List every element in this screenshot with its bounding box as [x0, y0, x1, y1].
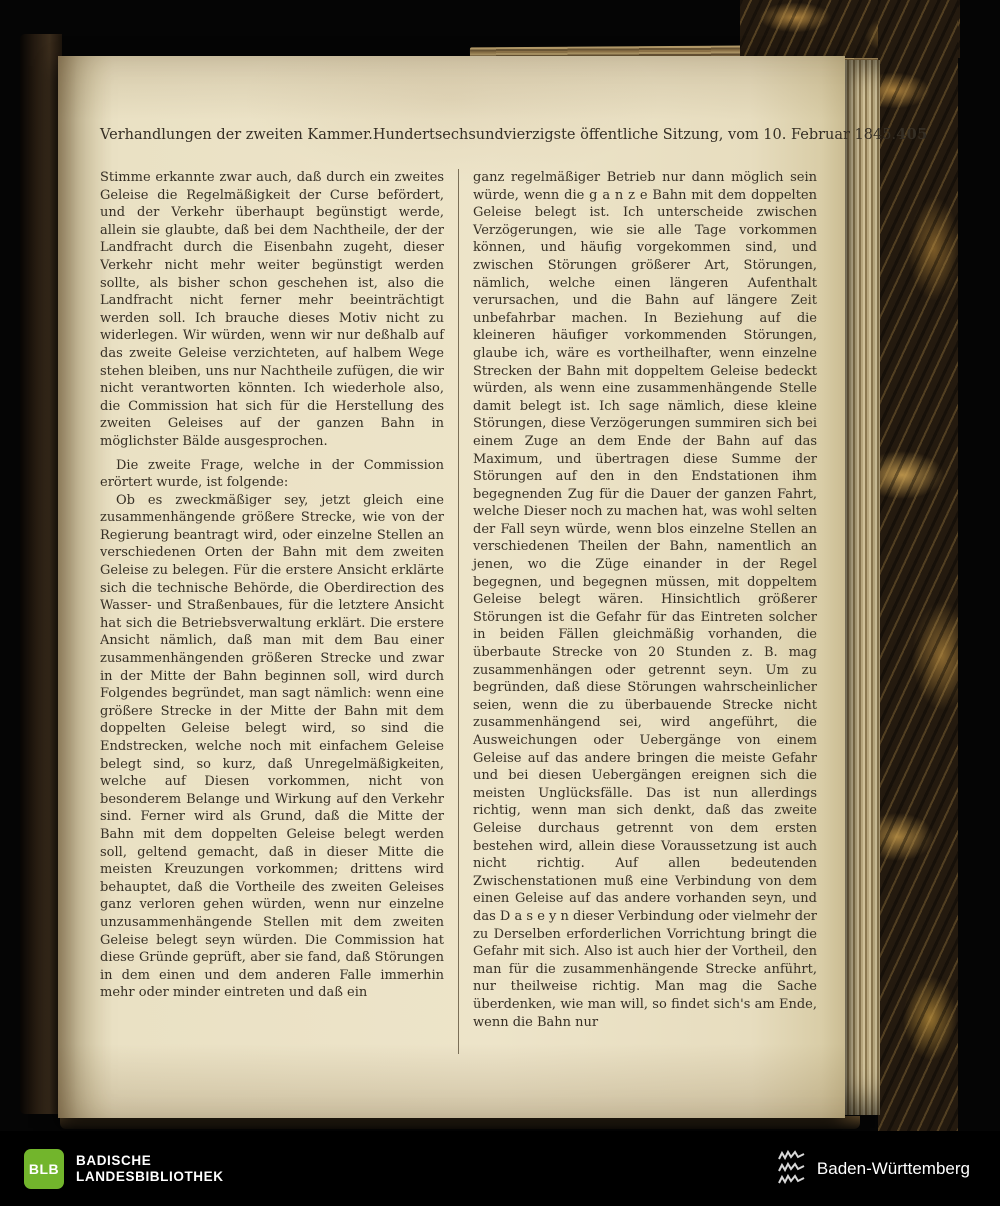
baden-wuerttemberg-antlers-icon	[777, 1149, 807, 1189]
paragraph: Die zweite Frage, welche in der Commission erörtert wurde, ist folgende:	[100, 457, 444, 491]
library-name-line2: LANDESBIBLIOTHEK	[76, 1168, 224, 1184]
library-name	[76, 1153, 224, 1185]
text-columns	[100, 169, 817, 1054]
state-label: Baden-Württemberg	[816, 1158, 970, 1178]
right-page-edges	[845, 60, 880, 1115]
page-number: 405	[896, 126, 928, 143]
page-header	[100, 126, 928, 143]
library-brand	[24, 1149, 224, 1189]
state-brand	[777, 1149, 970, 1189]
blb-logo: BLB	[24, 1149, 64, 1189]
right-column	[473, 169, 817, 1054]
book-page	[58, 56, 928, 1118]
column-divider	[458, 169, 459, 1054]
header-chamber-text: Verhandlungen der zweiten Kammer.	[100, 127, 373, 143]
book-spine-edge	[20, 34, 62, 1114]
paragraph: Ob es zweckmäßiger sey, jetzt gleich eine zusammenhängende größere Strecke, wie von der Regierung beantragt wird, oder einzelne Stellen an verschiedenen Orten der Bahn mit dem zweiten Geleise zu belegen. Für die erstere Ansicht erklärte sich die technische Behörde, die Oberdirection des Wasser- und Straßenbaues, für die letztere Ansicht hat sich die Betriebsverwaltung erklärt. Die erstere Ansicht nämlich, daß man mit dem Bau einer zusammenhängenden größeren Strecke und zwar in der Mitte der Bahn beginnen soll, wird durch Folgendes begründet, man sagt nämlich: wenn eine größere Strecke in der Mitte der Bahn mit dem doppelten Geleise belegt wird, so sind die Endstrecken, welche noch mit einfachem Geleise belegt sind, so kurz, daß Unregelmäßigkeiten, welche auf Diesen vorkommen, nicht von besonderem Belange und Wirkung auf den Verkehr sind. Ferner wird als Grund, daß die Mitte der Bahn mit dem doppelten Geleise belegt werden soll, geltend gemacht, daß in dieser Mitte die meisten Kreuzungen vorkommen; drittens wird behauptet, daß die Vortheile des zweiten Geleises ganz verloren gehen würden, wenn nur einzelne unzusammenhängende Stellen mit dem zweiten Geleise belegt seyn würden. Die Commission hat diese Gründe geprüft, aber sie fand, daß Störungen in dem einen und dem anderen Falle immerhin mehr oder minder eintreten und daß ein	[100, 492, 444, 1001]
header-session-text: Hundertsechsundvierzigste öffentliche Sitzung, vom 10. Februar 1845.	[372, 127, 897, 143]
left-column	[100, 169, 444, 1054]
paragraph: Stimme erkannte zwar auch, daß durch ein zweites Geleise die Regelmäßigkeit der Curse befördert, und der Verkehr überhaupt begünstigt werde, allein sie glaubte, daß bei dem Nachtheile, der der Landfracht durch die Eisenbahn zugeht, dieser Verkehr nicht mehr weiter begünstigt werden sollte, als bisher schon geschehen ist, also die Landfracht nicht ferner mehr beeinträchtigt werden soll. Ich brauche dieses Motiv nicht zu widerlegen. Wir würden, wenn wir nur deßhalb auf das zweite Geleise verzichteten, auf halbem Wege stehen bleiben, uns nur Nachtheile zufügen, die wir nicht verantworten könnten. Ich wiederhole also, die Commission hat sich für die Herstellung des zweiten Geleises auf der ganzen Bahn in möglichster Bälde ausgesprochen.	[100, 170, 444, 449]
paragraph: ganz regelmäßiger Betrieb nur dann möglich sein würde, wenn die g a n z e Bahn mit dem doppelten Geleise belegt ist. Ich unterscheide zwischen Verzögerungen, wie sie alle Tage vorkommen können, und häufig vorgekommen sind, und zwischen Störungen größerer Art, Störungen, nämlich, welche einen längeren Aufenthalt verursachen, und die Bahn auf längere Zeit unbefahrbar machen. In Beziehung auf die kleineren häufiger vorkommenden Störungen, glaube ich, wäre es vortheilhafter, wenn einzelne Strecken der Bahn mit doppeltem Geleise bedeckt würden, als wenn eine zusammenhängende Stelle damit belegt ist. Ich sage nämlich, diese kleine Störungen, diese Verzögerungen summiren sich bei einem Zuge an dem Ende der Bahn auf das Maximum, und übertragen diese Summe der Störungen auf den in den Endstationen ihm begegnenden Zug für die Dauer der ganzen Fahrt, welche Dieser noch zu machen hat, was wohl selten der Fall seyn würde, wenn blos einzelne Stellen an verschiedenen Theilen der Bahn, namentlich an jenen, wo die Züge einander in der Regel begegnen, und begegnen müssen, mit doppeltem Geleise belegt wären. Hinsichtlich größerer Störungen ist die Gefahr für das Eintreten solcher in beiden Fällen gleichmäßig vorhanden, die überbaute Strecke von 20 Stunden z. B. mag zusammenhängen oder getrennt seyn. Um zu begründen, daß diese Störungen wahrscheinlicher seien, wenn die zu überbauende Strecke nicht zusammenhängend sei, wird angeführt, die Ausweichungen oder Uebergänge von einem Geleise auf das andere bringen die meiste Gefahr und bei diesen Uebergängen ereignen sich die meisten Unglücksfälle. Das ist nun allerdings richtig, wenn man sich denkt, daß das zweite Geleise durchaus getrennt von dem ersten bestehen wird, allein diese Voraussetzung ist auch nicht richtig. Auf allen bedeutenden Zwischenstationen muß eine Verbindung von dem einen Geleise auf das andere vorhanden seyn, und das D a s e y n dieser Verbindung oder vielmehr der zu Derselben erforderlichen Vorrichtung bringt die Gefahr mit sich. Also ist auch hier der Vortheil, den man für die zusammenhängende Strecke anführt, nur theilweise richtig. Man mag die Sache überdenken, wie man will, so findet sich's am Ende, wenn die Bahn nur	[473, 170, 817, 1030]
footer-brand-bar	[0, 1131, 1000, 1206]
library-name-line1: BADISCHE	[76, 1152, 152, 1168]
marbled-cover	[878, 0, 958, 1131]
